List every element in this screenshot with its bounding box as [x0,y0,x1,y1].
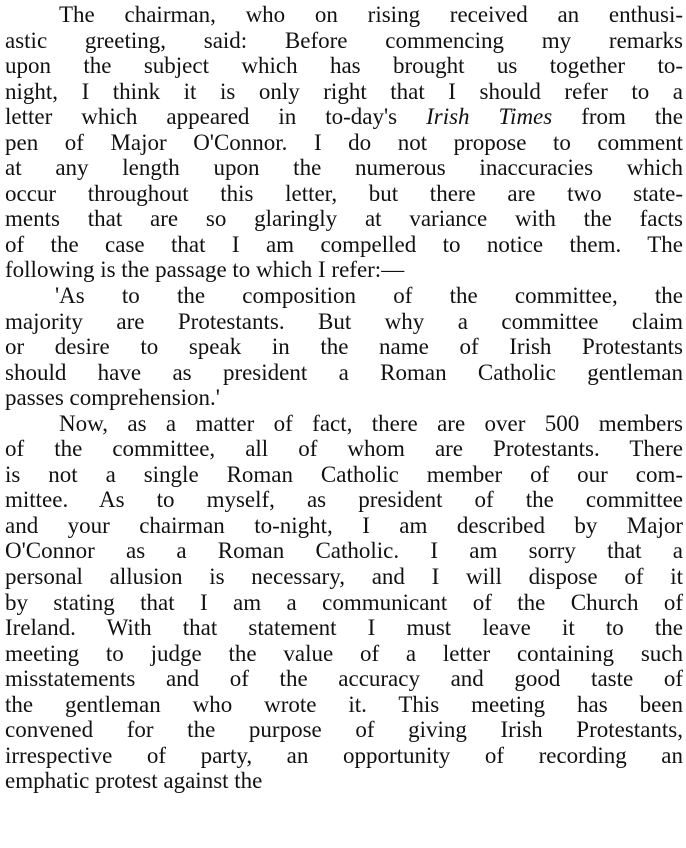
paragraph-3 [5,411,683,794]
text-line: The chairman, who on rising received an enthusi- [59,2,683,27]
text-line: the gentleman who wrote it. This meeting has been [5,691,683,717]
text-line: astic greeting, said: Before commencing my remarks [5,27,683,53]
text-line: pen of Major O'Connor. I do not propose to comment [5,129,683,155]
paragraph-1 [5,2,683,283]
text-line: following is the passage to which I refer:— [5,257,405,283]
text-line: occur throughout this letter, but there are two state- [5,180,683,206]
text-line: passes comprehension.' [5,385,220,411]
text-line: Now, as a matter of fact, there are over 500 members [59,410,683,436]
text-segment: letter which appeared in to-day's [5,104,427,130]
text-line: Ireland. With that statement I must leave it to the [5,615,683,641]
newspaper-title: Irish Times [426,104,553,130]
text-line: of the committee, all of whom are Protestants. There [5,436,683,462]
text-line: or desire to speak in the name of Irish Protestants [5,334,683,360]
text-line: upon the subject which has brought us together to- [5,53,683,79]
text-line: emphatic protest against the [5,768,263,794]
text-line: 'As to the composition of the committee, the [55,283,683,309]
text-line: majority are Protestants. But why a committee claim [5,308,683,334]
text-segment: from the [552,104,683,130]
text-line: misstatements and of the accuracy and good taste of [5,666,683,692]
text-line: of the case that I am compelled to notice them. The [5,231,683,257]
text-line: and your chairman to-night, I am described by Major [5,512,683,538]
text-line: irrespective of party, an opportunity of recording an [5,742,683,768]
text-line: mittee. As to myself, as president of the committee [5,487,683,513]
text-line: O'Connor as a Roman Catholic. I am sorry that a [5,538,683,564]
text-line: ments that are so glaringly at variance with the facts [5,206,683,232]
text-line: night, I think it is only right that I should refer to a [5,78,683,104]
text-line [5,104,683,130]
text-line: at any length upon the numerous inaccuracies which [5,155,683,181]
text-line: should have as president a Roman Catholic gentleman [5,359,683,385]
text-line: meeting to judge the value of a letter containing such [5,640,683,666]
text-line: is not a single Roman Catholic member of our com- [5,461,683,487]
quoted-passage [5,283,683,411]
text-line: by stating that I am a communicant of the Church of [5,589,683,615]
text-line: personal allusion is necessary, and I will dispose of it [5,564,683,590]
text-line: convened for the purpose of giving Irish Protestants, [5,717,683,743]
